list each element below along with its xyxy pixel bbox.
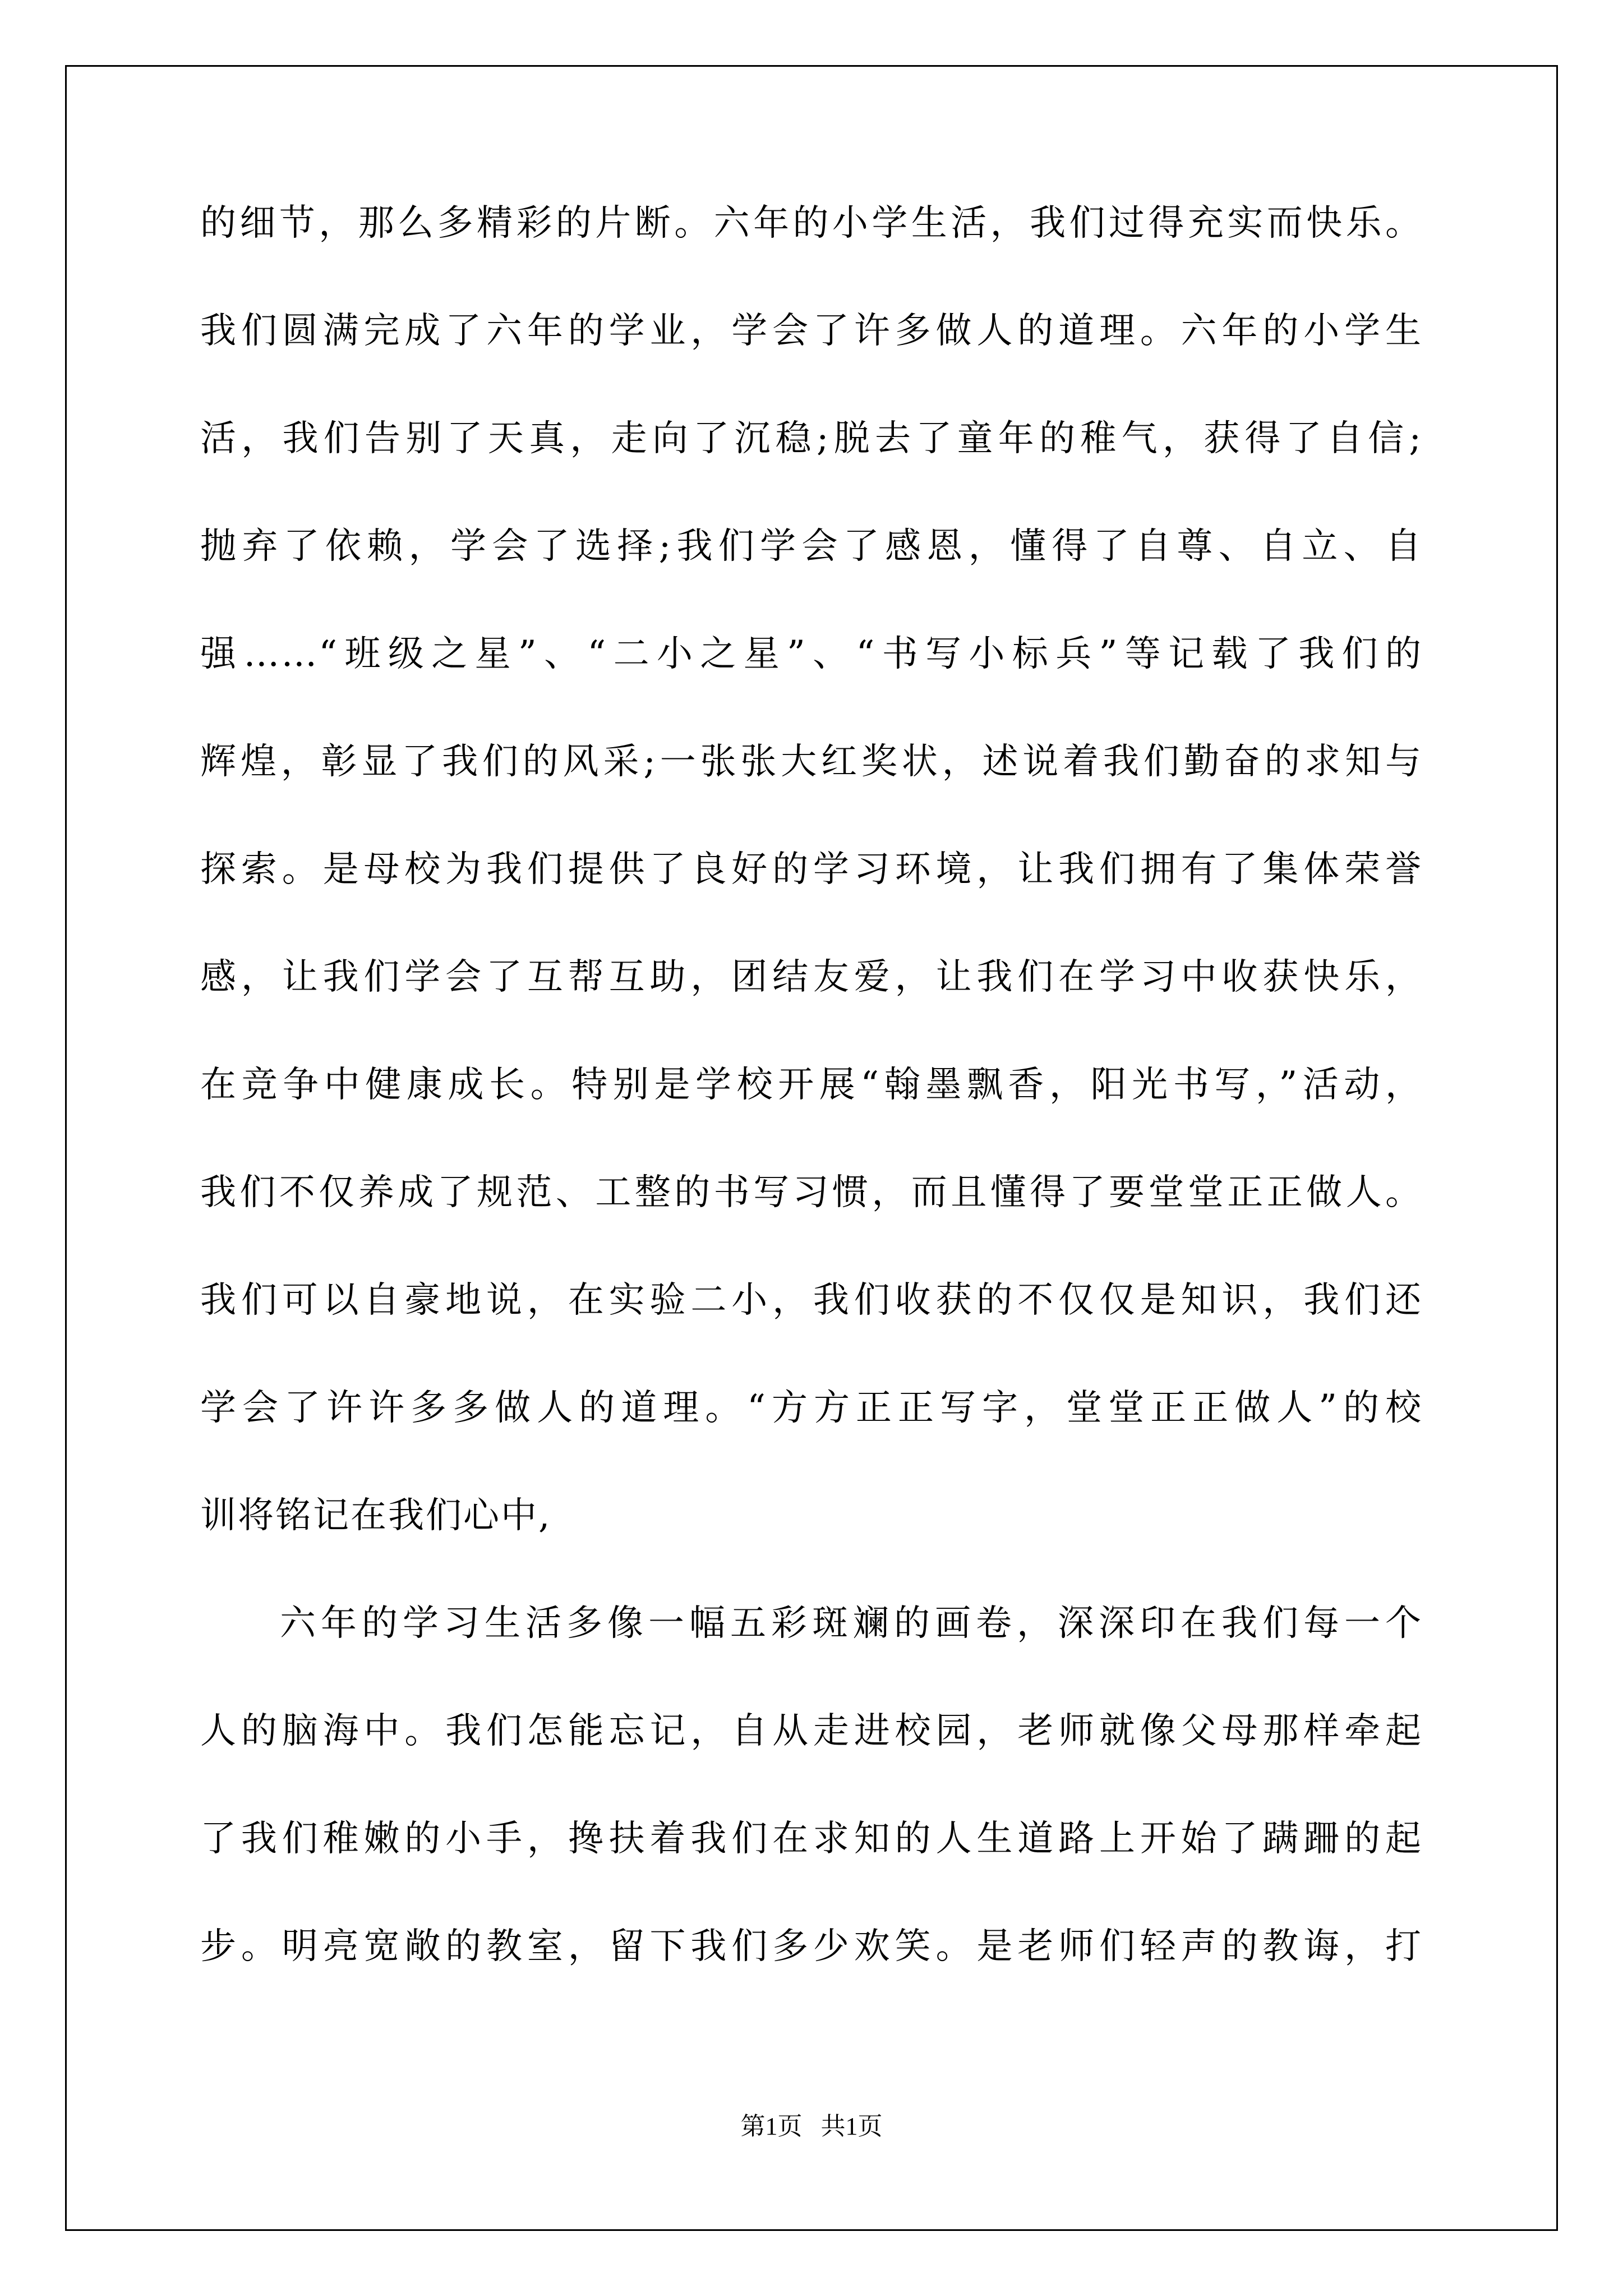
document-body [200,196,1423,2027]
text-line: 我们不仅养成了规范、工整的书写习惯，而且懂得了要堂堂正正做人。 [200,1172,1423,1213]
text-line: 活，我们告别了天真，走向了沉稳;脱去了童年的稚气，获得了自信; [200,418,1423,459]
text-line: 学会了许许多多做人的道理。“方方正正写字，堂堂正正做人”的校 [200,1387,1423,1429]
text-line: 了我们稚嫩的小手，搀扶着我们在求知的人生道路上开始了蹒跚的起 [200,1818,1423,1860]
page-number-footer: 第1页 共1页 [740,2113,883,2140]
text-line: 在竞争中健康成长。特别是学校开展“翰墨飘香，阳光书写，”活动， [200,1064,1423,1106]
text-line: 辉煌，彰显了我们的风采;一张张大红奖状，述说着我们勤奋的求知与 [200,741,1423,783]
paragraph-start-line: 六年的学习生活多像一幅五彩斑斓的画卷，深深印在我们每一个 [280,1603,1423,1644]
text-line: 人的脑海中。我们怎能忘记，自从走进校园，老师就像父母那样牵起 [200,1710,1423,1752]
text-line: 我们可以自豪地说，在实验二小，我们收获的不仅仅是知识，我们还 [200,1280,1423,1321]
text-line: 强……“班级之星”、“二小之星”、“书写小标兵”等记载了我们的 [200,633,1423,675]
text-line: 抛弃了依赖，学会了选择;我们学会了感恩，懂得了自尊、自立、自 [200,526,1423,567]
text-line: 的细节，那么多精彩的片断。六年的小学生活，我们过得充实而快乐。 [200,203,1423,244]
text-line: 训将铭记在我们心中, [200,1495,552,1536]
text-line: 感，让我们学会了互帮互助，团结友爱，让我们在学习中收获快乐， [200,956,1423,998]
text-line: 探索。是母校为我们提供了良好的学习环境，让我们拥有了集体荣誉 [200,849,1423,890]
text-line: 我们圆满完成了六年的学业，学会了许多做人的道理。六年的小学生 [200,310,1423,352]
text-line: 步。明亮宽敞的教室，留下我们多少欢笑。是老师们轻声的教诲，打 [200,1926,1423,1967]
